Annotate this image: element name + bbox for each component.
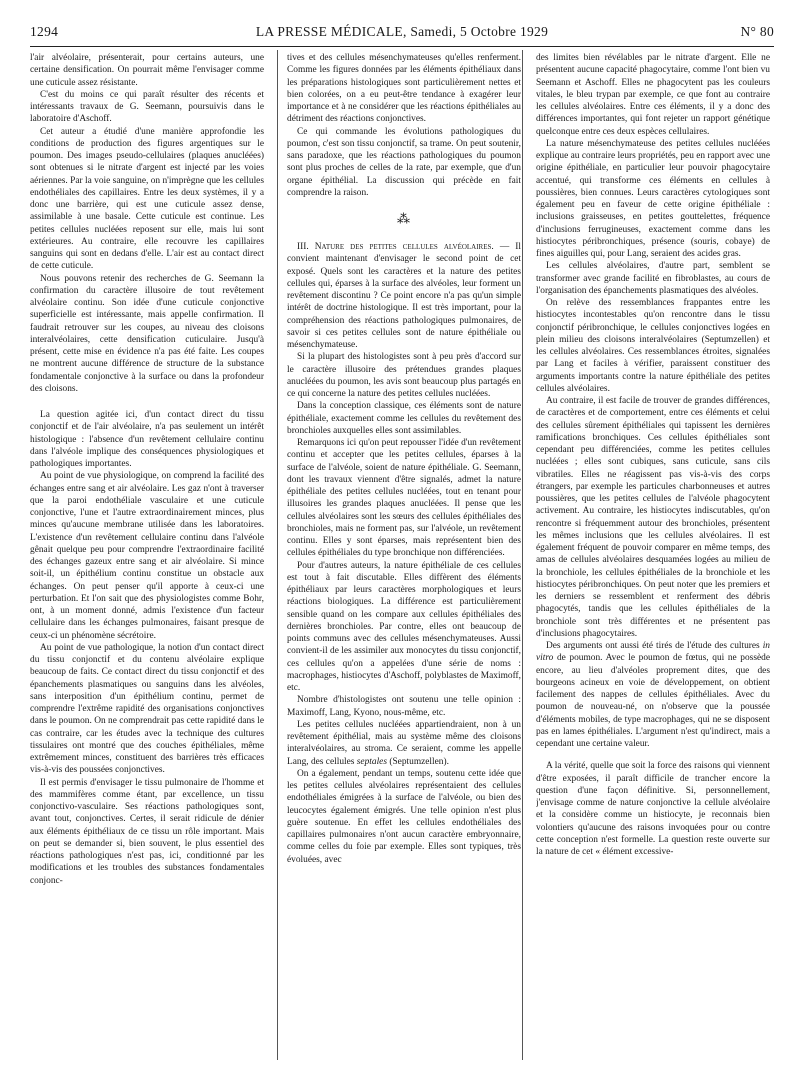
paragraph: tives et des cellules mésenchymateuses qu'elles renferment. Comme les figures données par les éléments épithéliaux dans les préparations histologiques sont particulièrement nettes et bien colorées, on a eu peut-être tendance à exagérer leur importance et à ne considérer que les réactions épithéliales au détriment des réactions conjonctives. — [287, 53, 521, 125]
running-header — [30, 22, 774, 44]
italic-term: septales — [356, 756, 387, 767]
paragraph: C'est du moins ce qui paraît résulter des récents et intéressants travaux de G. Seemann, poursuivis dans le laboratoire d'Aschoff. — [30, 89, 264, 125]
italic-term: in vitro — [536, 641, 770, 664]
column-divider — [522, 50, 523, 1060]
paragraph: Au point de vue physiologique, on comprend la facilité des échanges entre sang et air alvéolaire. Les gaz n'ont à traverser que la paroi endothéliale vasculaire et une cuticule conjonctive, l'une et l'autre extraordinairement minces, plus minces qu'aucune membrane utilisée dans les laboratoires. L'existence d'un revêtement cellulaire continu dans l'alvéole gênait quelque peu pour comprendre l'extraordinaire facilité des échanges gazeux entre sang et air alvéolaire. Si mince soit-il, un épithélium continu constitue un obstacle aux échanges. On peut penser qu'il apporte à ceux-ci une perturbation. Et l'on sait que des physiologistes comme Bohr, ont, à un moment donné, admis l'existence d'un facteur cellulaire dans les échanges pulmonaires, faisant presque de ceux-ci un phénomène sécrétoire. — [30, 471, 264, 641]
paragraph: Remarquons ici qu'on peut repousser l'idée d'un revêtement continu et accepter que les petites cellules, éparses à la surface de l'alvéole, soient de nature épithéliale. G. Seemann, dont les travaux viennent d'être signalés, admet la nature épithéliale des petites cellules nucléées, tout en tenant pour illusoires les grandes plaques anucléées. Il pense que les cellules alvéolaires sont les sœurs des cellules épithéliales des bronchioles, mais ne forment pas, sur l'alvéole, un revêtement continu. Elles y sont éparses, mais représentent bien des cellules épithéliales du type bronchique non différenciées. — [287, 438, 521, 559]
issue-date: , Samedi, 5 Octobre 1929 — [402, 24, 549, 39]
paragraph — [287, 719, 521, 768]
text-run: (Septumzellen). — [387, 756, 449, 767]
section-separator-asterism: ⁂ — [397, 211, 411, 226]
paragraph: Nous pouvons retenir des recherches de G. Seemann la confirmation du caractère illusoire de tout revêtement alvéolaire continu. Son idée d'une cuticule conjonctive superficielle est intéressante, mais appelle confirmation. Il faudrait retrouver sur les coupes, au niveau des cloisons interalvéolaires, cette densification cuticulaire. Jusqu'à présent, cette mise en évidence n'a pas été faite. Les coupes ne montrent aucune différence de structure de la substance fondamentale conjonctive à la surface ou dans la profondeur des cloisons. — [30, 273, 264, 394]
issue-number: N° 80 — [740, 24, 774, 39]
text-run: Les petites cellules nucléées appartiendraient, non à un revêtement épithélial, mais au système même des cloisons interalvéolaires, au stroma. Ce seraient, comme les appelle Lang, des cellules — [287, 719, 521, 767]
paragraph: l'air alvéolaire, présenterait, pour certains auteurs, une certaine densification. On pourrait même l'envisager comme une cuticule assez résistante. — [30, 53, 264, 88]
column-divider — [277, 50, 278, 1060]
column-3 — [536, 52, 770, 1067]
section-heading: Nature des petites cellules alvéolaires. — [314, 242, 494, 252]
header-rule — [30, 46, 774, 47]
paragraph — [536, 640, 770, 750]
paragraph: Nombre d'histologistes ont soutenu une telle opinion : Maximoff, Lang, Kyono, nous-même, etc. — [287, 695, 521, 718]
section-lead-paragraph — [287, 241, 521, 351]
page-number: 1294 — [30, 24, 59, 39]
section-number: III. — [297, 242, 315, 252]
paragraph: Si la plupart des histologistes sont à peu près d'accord sur le caractère illusoire des prétendues grandes plaques anucléées du poumon, les avis sont beaucoup plus partagés en ce qui concerne la nature des petites cellules nucléées. — [287, 352, 521, 399]
paragraph: Au point de vue pathologique, la notion d'un contact direct du tissu conjonctif et du contenu alvéolaire explique beaucoup de faits. Ce contact direct du tissu conjonctif et des épanchements plasmatiques ou sanguins dans les alvéoles, sans interposition d'un épithélium continu, permet de comprendre l'extrême rapidité des organisations conjonctives dans le poumon. On ne comprendrait pas cette rapidité dans le cas contraire, car les études avec la technique des cultures tissulaires ont montré que des couches épithéliales, même extrêmement minces, constituent des barrières très efficaces vis-à-vis des poussées conjonctives. — [30, 642, 264, 776]
paragraph: On a également, pendant un temps, soutenu cette idée que les petites cellules alvéolaires représentaient des cellules endothéliales émigrées à la surface de l'alvéole, ou bien des leucocytes également émigrés. Une telle opinion n'est plus guère soutenue. En effet les cellules endothéliales des capillaires pulmonaires n'ont aucun caractère embryonnaire, comme celles du foie par exemple. Elles sont typiques, très évoluées, avec — [287, 768, 521, 865]
text-run: Des arguments ont aussi été tirés de l'étude des cultures — [546, 641, 763, 651]
text-run: de poumon. Avec le poumon de fœtus, qui ne possède encore, au lieu d'alvéoles proprement dites, que des bourgeons acineux en voie de développement, on obtient facilement des nappes de cellules épithéliales. Avec du poumon de nouveau-né, on n'observe que la poussée d'éléments mobiles, de type macrophages, qui ne se disposent pas en lames épithéliales. L'argument n'est qu'indirect, mais a cependant une certaine valeur. — [536, 653, 770, 749]
paragraph: On relève des ressemblances frappantes entre les histiocytes incontestables qu'on rencontre dans le tissu conjonctif péribronchique, le cellules conjonctives logées en plein milieu des cloisons interalvéolaires (Septumzellen) et les cellules alvéolaires. Ces ressemblances étroites, signalées par Lang et faciles à vérifier, paraissent constituer des arguments importants contre la nature épithéliale des petites cellules alvéolaires. — [536, 298, 770, 394]
paragraph: Dans la conception classique, ces éléments sont de nature épithéliale, exactement comme les cellules du revêtement des bronchioles auxquelles elles sont assimilables. — [287, 401, 521, 436]
paragraph: A la vérité, quelle que soit la force des raisons qui viennent d'être exposées, il paraît difficile de trancher encore la question d'une façon définitive. Si, personnellement, j'envisage comme de nature conjonctive la cellule alvéolaire et la considère comme un histiocyte, je reconnais bien volontiers qu'aucune des raisons invoquées pour ou contre cette conception n'est formelle. La question reste ouverte sur la nature de cet « élément excessive- — [536, 761, 770, 857]
journal-title — [30, 24, 774, 40]
paragraph: La question agitée ici, d'un contact direct du tissu conjonctif et de l'air alvéolaire, n'a pas seulement un intérêt histologique : l'absence d'un revêtement cellulaire continu dans l'alvéole implique des conséquences physiologiques et pathologiques importantes. — [30, 410, 264, 469]
paragraph: des limites bien révélables par le nitrate d'argent. Elle ne présentent aucune capacité phagocytaire, comme l'ont bien vu Seemann et Aschoff. Elles ne phagocytent pas les couleurs vitales, le bleu trypan par exemple, ce que font au contraire les cellules alvéolaires. Entre ces éléments, il y a donc des différences importantes, qui font rejeter un rapport génétique quelconque entre ces deux espèces cellulaires. — [536, 53, 770, 137]
paragraph: Au contraire, il est facile de trouver de grandes différences, de caractères et de comportement, entre ces éléments et celui des cellules sûrement épithéliales qui tapissent les dernières ramifications bronchiques. Ces cellules épithéliales sont cependant peu différenciées, comme les petites cellules nucléées ; elles sont cubiques, sans cuticule, sans cils vibratiles. Elles ne réagissent pas vis-à-vis des corps étrangers, par exemple les particules charbonneuses et autres poussières, que les petites cellules de l'alvéole phagocytent activement. Au contraire, les histiocytes indiscutables, qu'on rencontre si fréquemment autour des bronchioles, présentent les mêmes inclusions que les cellules alvéolaires. Il est également fréquent de pouvoir comparer en même temps, des amas de cellules alvéolaires desquamées logées au milieu de la bronchiole, les cellules épithéliales de la bronchiole et les histiocytes péribronchiques. On peut noter que les premiers et les derniers se ressemblent et renferment des débris phagocytés, tandis que les cellules épithéliales de la bronchiole sont très différentes et ne présentent pas d'inclusions phagocytaires. — [536, 396, 770, 639]
paragraph: Ce qui commande les évolutions pathologiques du poumon, c'est son tissu conjonctif, sa trame. On peut soutenir, sans paradoxe, que les réactions pathologiques du poumon sont plus proches de celles de la rate, par exemple, que d'un organe épithélial. La discussion qui précède en fait comprendre la raison. — [287, 126, 521, 198]
paragraph: Cet auteur a étudié d'une manière approfondie les conditions de production des figures argentiques sur le poumon. Des images pseudo-cellulaires (plaques anucléées) sont obtenues si le nitrate d'argent est injecté par les voies aériennes. Par la voie sanguine, on n'imprègne que les cellules endothéliales des capillaires. Entre les deux systèmes, il y a donc une barrière, qui est une cuticule assez dense, assimilable à une basale. Cette cuticule est continue. Les petites cellules nucléées reposent sur elle, mais lui sont extérieures. Au contraire, elle recouvre les capillaires sanguins qui sont en dedans d'elle. L'air est au contact direct de cette cuticule. — [30, 126, 264, 272]
journal-name: LA PRESSE MÉDICALE — [255, 24, 403, 39]
paragraph: Il est permis d'envisager le tissu pulmonaire de l'homme et des mammifères comme étant, par excellence, un tissu conjonctivo-vasculaire. Ses réactions pathologiques sont, avant tout, conjonctives. Certes, il serait ridicule de dénier aux éléments épithéliaux de ce tissu un rôle important. Mais on peut se demander si, bien souvent, le plus essentiel des réactions pathologiques n'est pas, ici, conditionné par les modifications et les troubles des substances fondamentales conjonc- — [30, 777, 264, 886]
paragraph: Pour d'autres auteurs, la nature épithéliale de ces cellules est tout à fait discutable. Elles diffèrent des éléments épithéliaux par leurs caractères morphologiques et leurs réactions biologiques. La différence est particulièrement sensible quand on les compare aux cellules épithéliales des dernières bronchioles. Par contre, elles ont beaucoup de points communs avec des cellules mésenchymateuses. Aussi convient-il de les assimiler aux monocytes du tissu conjonctif, ces cellules qu'on a appelées d'une série de noms : macrophages, histiocytes d'Aschoff, polyblastes de Maximoff, etc. — [287, 560, 521, 693]
paragraph: Les cellules alvéolaires, d'autre part, semblent se transformer avec grande facilité en fibroblastes, au cours de l'organisation des épanchements plasmatiques des alvéoles. — [536, 261, 770, 296]
paragraph: La nature mésenchymateuse des petites cellules nucléées explique au contraire leurs propriétés, peu en rapport avec une origine épithéliale, en particulier leur pouvoir phagocytaire accentué, qui transforme ces éléments en cellules à poussières, bien connues. Leurs caractères cytologiques sont également peu en faveur de cette origine épithéliale : inclusions graisseuses, en petites gouttelettes, fréquence d'inclusions ferrugineuses, exactement comme dans les histiocytes péribronchiques, présence (souris, cobaye) de fines aiguilles qui, pour Lang, seraient des acides gras. — [536, 138, 770, 259]
section-lead-text: — Il convient maintenant d'envisager le second point de cet exposé. Quels sont les caractères et la nature des petites cellules qui, éparses à la surface des alvéoles, leur forment un revêtement discontinu ? Ce point encore n'a pas qu'un simple intérêt de doctrine histologique. Il est très important, pour la compréhension des réactions pathologiques pulmonaires, de savoir si ces petites cellules sont de nature épithéliale ou mésenchymateuse. — [287, 242, 521, 350]
column-2 — [287, 52, 521, 1067]
column-1 — [30, 52, 264, 1067]
